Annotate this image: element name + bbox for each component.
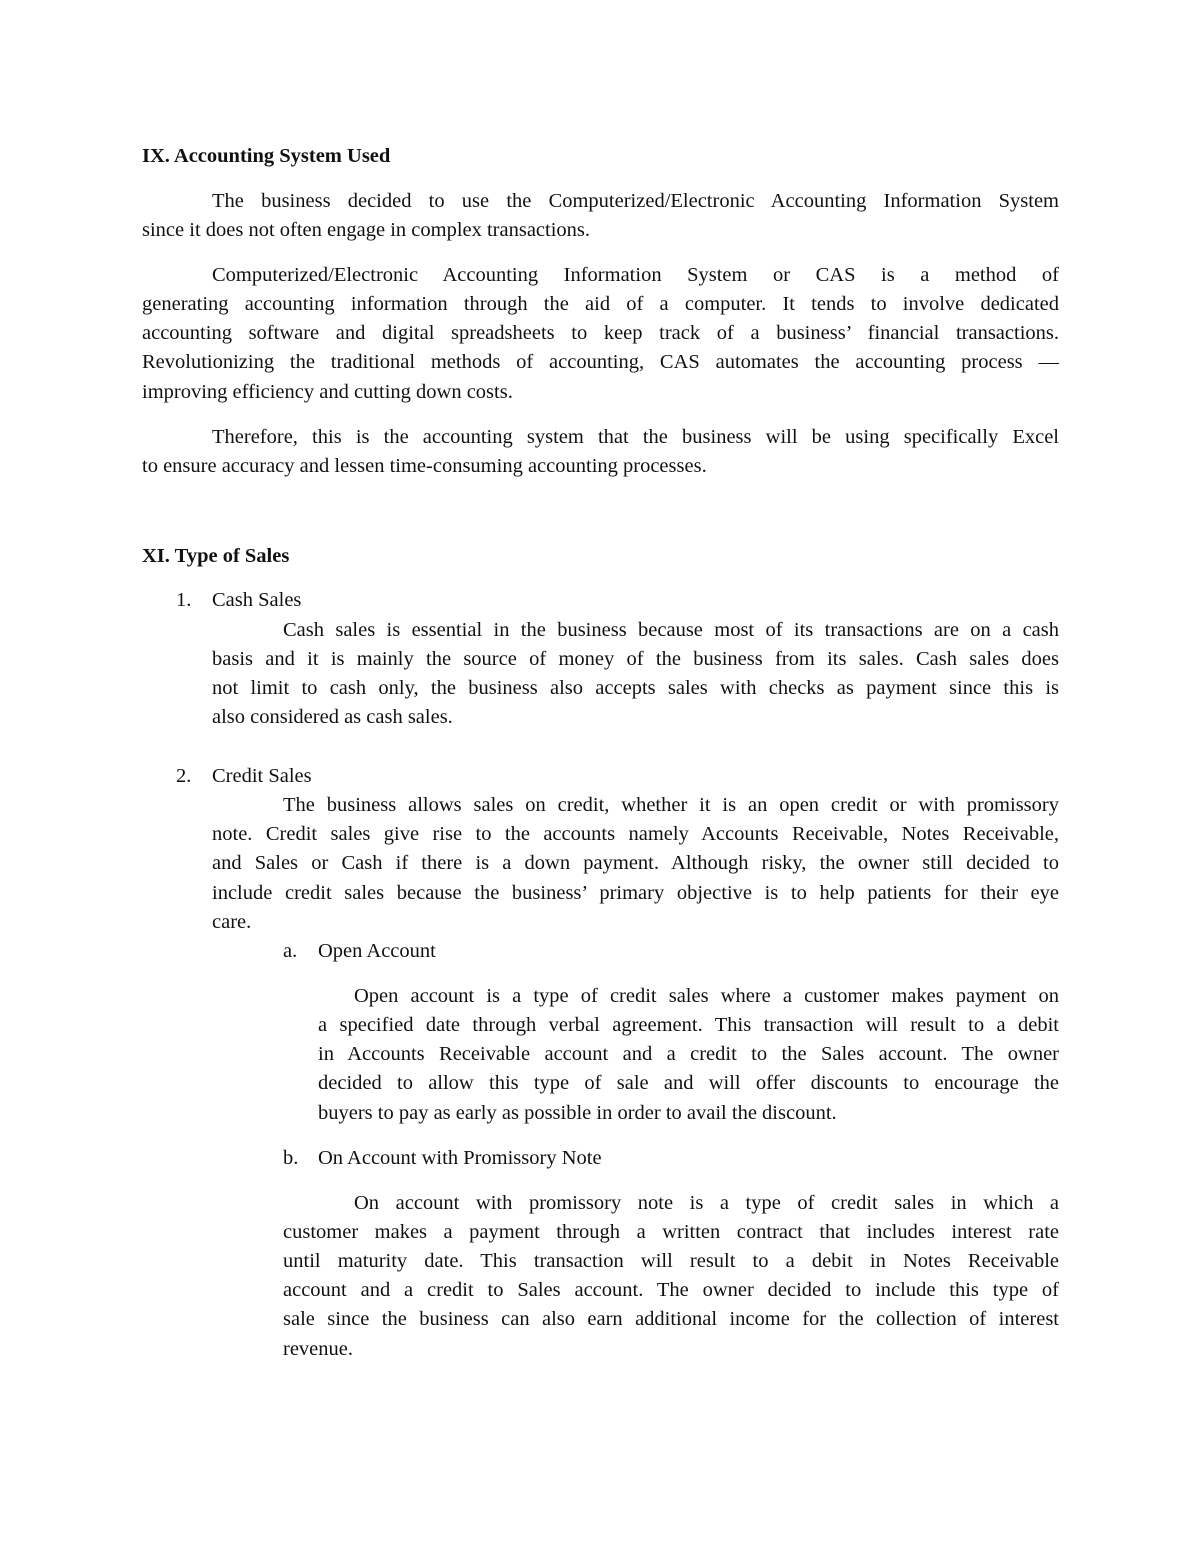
open-account-title: Open Account: [318, 940, 436, 962]
cash-sales-line-4: also considered as cash sales.: [212, 706, 453, 728]
section-xi-heading: XI. Type of Sales: [142, 545, 290, 567]
credit-sales-line-2: note. Credit sales give rise to the accounts namely Accounts Receivable, Notes Receivable,: [212, 823, 1059, 845]
sub-marker-a: a.: [283, 940, 298, 962]
open-account-line-1: Open account is a type of credit sales where a customer makes payment on: [354, 985, 1059, 1007]
promissory-note-line-4: account and a credit to Sales account. The owner decided to include this type of: [283, 1279, 1059, 1301]
section-ix-p2-line-1: Computerized/Electronic Accounting Information System or CAS is a method of: [212, 264, 1059, 286]
open-account-line-5: buyers to pay as early as possible in order to avail the discount.: [318, 1102, 837, 1124]
promissory-note-line-5: sale since the business can also earn additional income for the collection of interest: [283, 1308, 1059, 1330]
promissory-note-line-2: customer makes a payment through a written contract that includes interest rate: [283, 1221, 1059, 1243]
cash-sales-line-1: Cash sales is essential in the business because most of its transactions are on a cash: [283, 619, 1059, 641]
section-ix-p3-line-1: Therefore, this is the accounting system that the business will be using specifically Excel: [212, 426, 1059, 448]
section-ix-p1-line-1: The business decided to use the Computerized/Electronic Accounting Information System: [212, 190, 1059, 212]
cash-sales-line-3: not limit to cash only, the business also accepts sales with checks as payment since this is: [212, 677, 1059, 699]
sub-marker-b: b.: [283, 1147, 299, 1169]
cash-sales-title: Cash Sales: [212, 589, 302, 611]
list-marker-1: 1.: [176, 589, 192, 611]
credit-sales-line-5: care.: [212, 911, 252, 933]
promissory-note-title: On Account with Promissory Note: [318, 1147, 602, 1169]
credit-sales-title: Credit Sales: [212, 765, 312, 787]
credit-sales-line-3: and Sales or Cash if there is a down payment. Although risky, the owner still decided to: [212, 852, 1059, 874]
section-ix-p2-line-5: improving efficiency and cutting down costs.: [142, 381, 513, 403]
list-marker-2: 2.: [176, 765, 192, 787]
credit-sales-line-4: include credit sales because the business’ primary objective is to help patients for their eye: [212, 882, 1059, 904]
cash-sales-line-2: basis and it is mainly the source of money of the business from its sales. Cash sales does: [212, 648, 1059, 670]
open-account-line-3: in Accounts Receivable account and a credit to the Sales account. The owner: [318, 1043, 1059, 1065]
section-ix-heading: IX. Accounting System Used: [142, 145, 391, 167]
promissory-note-line-6: revenue.: [283, 1338, 353, 1360]
open-account-line-2: a specified date through verbal agreement. This transaction will result to a debit: [318, 1014, 1059, 1036]
section-ix-p3-line-2: to ensure accuracy and lessen time-consuming accounting processes.: [142, 455, 707, 477]
section-ix-p2-line-2: generating accounting information through the aid of a computer. It tends to involve dedicated: [142, 293, 1059, 315]
credit-sales-line-1: The business allows sales on credit, whether it is an open credit or with promissory: [283, 794, 1059, 816]
open-account-line-4: decided to allow this type of sale and will offer discounts to encourage the: [318, 1072, 1059, 1094]
section-ix-p2-line-4: Revolutionizing the traditional methods of accounting, CAS automates the accounting process —: [142, 351, 1059, 373]
promissory-note-line-1: On account with promissory note is a type of credit sales in which a: [354, 1192, 1059, 1214]
section-ix-p1-line-2: since it does not often engage in complex transactions.: [142, 219, 591, 241]
section-ix-p2-line-3: accounting software and digital spreadsheets to keep track of a business’ financial transactions.: [142, 322, 1059, 344]
promissory-note-line-3: until maturity date. This transaction will result to a debit in Notes Receivable: [283, 1250, 1059, 1272]
